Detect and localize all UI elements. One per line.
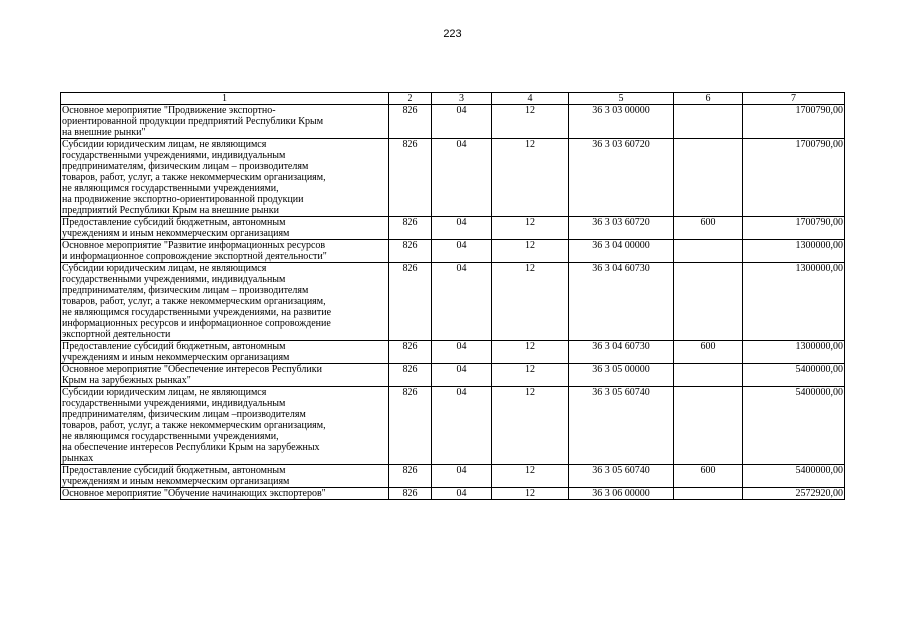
table-row xyxy=(61,364,845,387)
subsection-code-cell: 12 xyxy=(492,488,569,500)
expense-type-cell xyxy=(674,364,743,387)
section-code-cell: 04 xyxy=(432,263,492,341)
target-article-cell: 36 3 04 60730 xyxy=(569,263,674,341)
section-code-cell: 04 xyxy=(432,364,492,387)
subsection-code-cell: 12 xyxy=(492,364,569,387)
amount-cell: 1300000,00 xyxy=(743,240,845,263)
table-row xyxy=(61,139,845,217)
column-number: 1 xyxy=(61,93,389,105)
ministry-code-cell: 826 xyxy=(389,263,432,341)
target-article-cell: 36 3 03 60720 xyxy=(569,139,674,217)
ministry-code-cell: 826 xyxy=(389,341,432,364)
section-code-cell: 04 xyxy=(432,240,492,263)
table-body xyxy=(61,105,845,500)
ministry-code-cell: 826 xyxy=(389,217,432,240)
ministry-code-cell: 826 xyxy=(389,364,432,387)
expense-type-cell xyxy=(674,139,743,217)
expense-name-cell: Основное мероприятие "Обеспечение интересов Республики Крым на зарубежных рынках" xyxy=(61,364,389,387)
amount-cell: 5400000,00 xyxy=(743,364,845,387)
ministry-code-cell: 826 xyxy=(389,488,432,500)
table-row xyxy=(61,105,845,139)
column-number: 7 xyxy=(743,93,845,105)
amount-cell: 1300000,00 xyxy=(743,341,845,364)
expense-type-cell xyxy=(674,240,743,263)
expense-type-cell: 600 xyxy=(674,341,743,364)
section-code-cell: 04 xyxy=(432,341,492,364)
expense-name-cell: Предоставление субсидий бюджетным, автономным учреждениям и иным некоммерческим организациям xyxy=(61,465,389,488)
expense-name-cell: Предоставление субсидий бюджетным, автономным учреждениям и иным некоммерческим организациям xyxy=(61,341,389,364)
subsection-code-cell: 12 xyxy=(492,341,569,364)
ministry-code-cell: 826 xyxy=(389,139,432,217)
expense-name-cell: Основное мероприятие "Развитие информационных ресурсов и информационное сопровождение экспортной деятельности" xyxy=(61,240,389,263)
table-row xyxy=(61,465,845,488)
ministry-code-cell: 826 xyxy=(389,387,432,465)
ministry-code-cell: 826 xyxy=(389,465,432,488)
amount-cell: 1700790,00 xyxy=(743,217,845,240)
amount-cell: 2572920,00 xyxy=(743,488,845,500)
table-row xyxy=(61,263,845,341)
expense-name-cell: Субсидии юридическим лицам, не являющимся государственными учреждениями, индивидуальным предпринимателям, физическим лицам – производителям товаров, работ, услуг, а также некоммерческим организациям, не являющимся государственными учреждениями, на развитие информационных ресурсов и информационное сопровождение экспортной деятельности xyxy=(61,263,389,341)
amount-cell: 5400000,00 xyxy=(743,387,845,465)
target-article-cell: 36 3 05 60740 xyxy=(569,387,674,465)
subsection-code-cell: 12 xyxy=(492,105,569,139)
target-article-cell: 36 3 05 00000 xyxy=(569,364,674,387)
amount-cell: 1300000,00 xyxy=(743,263,845,341)
target-article-cell: 36 3 03 00000 xyxy=(569,105,674,139)
expense-type-cell: 600 xyxy=(674,217,743,240)
table-row xyxy=(61,387,845,465)
ministry-code-cell: 826 xyxy=(389,240,432,263)
section-code-cell: 04 xyxy=(432,139,492,217)
section-code-cell: 04 xyxy=(432,465,492,488)
column-number: 3 xyxy=(432,93,492,105)
table-row xyxy=(61,240,845,263)
subsection-code-cell: 12 xyxy=(492,139,569,217)
target-article-cell: 36 3 04 00000 xyxy=(569,240,674,263)
expense-type-cell: 600 xyxy=(674,465,743,488)
expense-type-cell xyxy=(674,263,743,341)
column-number-row xyxy=(61,93,845,105)
section-code-cell: 04 xyxy=(432,105,492,139)
subsection-code-cell: 12 xyxy=(492,263,569,341)
table-row xyxy=(61,341,845,364)
expense-type-cell xyxy=(674,105,743,139)
amount-cell: 1700790,00 xyxy=(743,139,845,217)
section-code-cell: 04 xyxy=(432,387,492,465)
expense-name-cell: Субсидии юридическим лицам, не являющимся государственными учреждениями, индивидуальным предпринимателям, физическим лицам – производителям товаров, работ, услуг, а также некоммерческим организациям, не являющимся государственными учреждениями, на продвижение экспортно-ориентированной продукции предприятий Республики Крым на внешние рынки xyxy=(61,139,389,217)
section-code-cell: 04 xyxy=(432,488,492,500)
subsection-code-cell: 12 xyxy=(492,465,569,488)
target-article-cell: 36 3 03 60720 xyxy=(569,217,674,240)
ministry-code-cell: 826 xyxy=(389,105,432,139)
column-number: 2 xyxy=(389,93,432,105)
subsection-code-cell: 12 xyxy=(492,240,569,263)
expense-name-cell: Предоставление субсидий бюджетным, автономным учреждениям и иным некоммерческим организациям xyxy=(61,217,389,240)
expense-name-cell: Основное мероприятие "Продвижение экспортно- ориентированной продукции предприятий Республики Крым на внешние рынки" xyxy=(61,105,389,139)
table-row xyxy=(61,217,845,240)
target-article-cell: 36 3 05 60740 xyxy=(569,465,674,488)
column-number: 5 xyxy=(569,93,674,105)
amount-cell: 5400000,00 xyxy=(743,465,845,488)
target-article-cell: 36 3 06 00000 xyxy=(569,488,674,500)
expense-type-cell xyxy=(674,387,743,465)
expense-name-cell: Основное мероприятие "Обучение начинающих экспортеров" xyxy=(61,488,389,500)
subsection-code-cell: 12 xyxy=(492,217,569,240)
table-row xyxy=(61,488,845,500)
expense-type-cell xyxy=(674,488,743,500)
target-article-cell: 36 3 04 60730 xyxy=(569,341,674,364)
amount-cell: 1700790,00 xyxy=(743,105,845,139)
column-number: 6 xyxy=(674,93,743,105)
page-number: 223 xyxy=(443,28,462,40)
section-code-cell: 04 xyxy=(432,217,492,240)
budget-table xyxy=(60,92,845,500)
subsection-code-cell: 12 xyxy=(492,387,569,465)
column-number: 4 xyxy=(492,93,569,105)
expense-name-cell: Субсидии юридическим лицам, не являющимся государственными учреждениями, индивидуальным предпринимателям, физическим лицам –производителям товаров, работ, услуг, а также некоммерческим организациям, не являющимся государственными учреждениями, на обеспечение интересов Республики Крым на зарубежных рынках xyxy=(61,387,389,465)
